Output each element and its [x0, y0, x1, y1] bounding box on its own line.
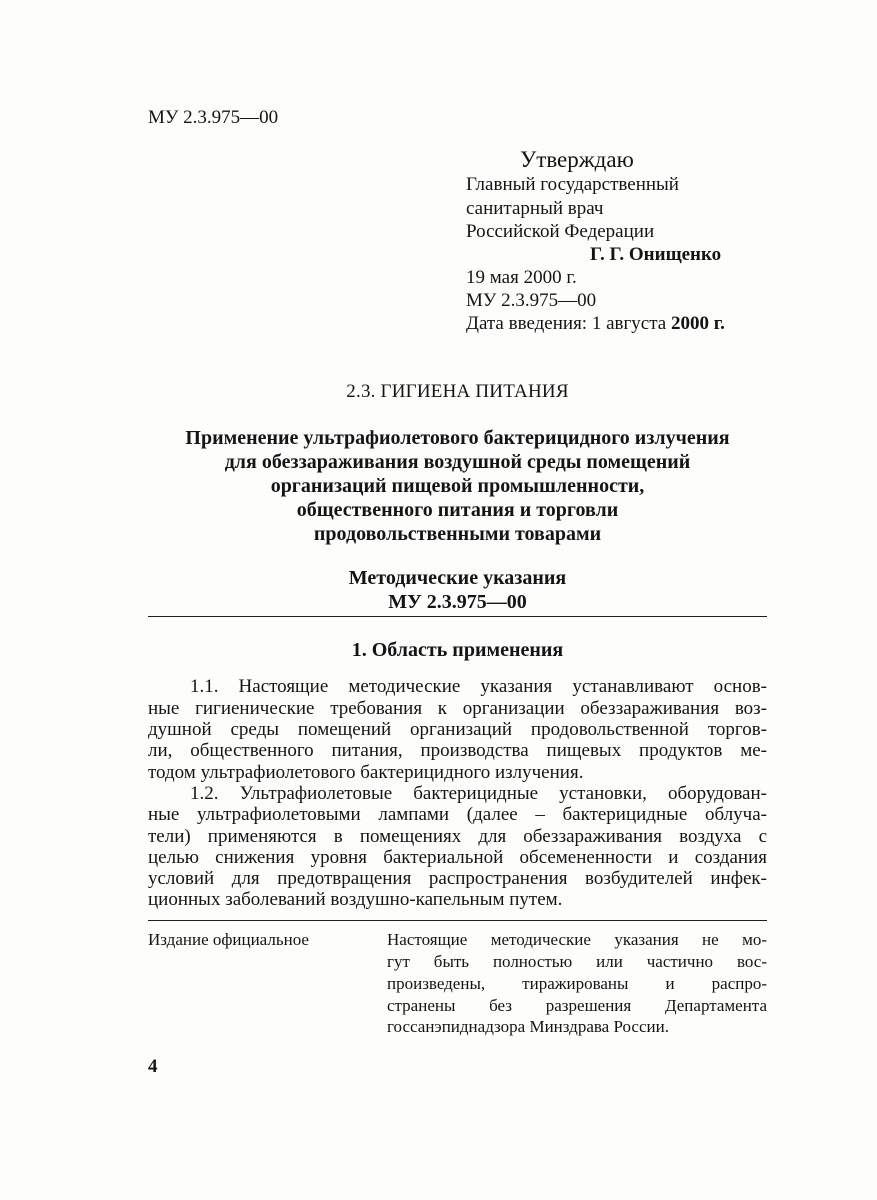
body-line: 1.2. Ультрафиолетовые бактерицидные установки, оборудован- [190, 783, 767, 804]
divider-footer [148, 920, 767, 921]
approval-title: Утверждаю [520, 147, 634, 172]
approval-position-line: санитарный врач [466, 198, 604, 219]
divider-top [148, 616, 767, 617]
approval-doc-code: МУ 2.3.975—00 [466, 290, 597, 311]
title-line: Применение ультрафиолетового бактерицидного излучения [185, 427, 730, 449]
section-title: 2.3. ГИГИЕНА ПИТАНИЯ [346, 381, 569, 402]
notice-line: странены без разрешения Департамента [387, 996, 767, 1015]
title-line: продовольственными товарами [313, 523, 602, 545]
title-line: организаций пищевой промышленности, [270, 475, 645, 497]
body-line: условий для предотвращения распространения возбудителей инфек- [148, 868, 767, 889]
notice-line: госсанэпиднадзора Минздрава России. [387, 1017, 669, 1036]
body-line: 1.1. Настоящие методические указания устанавливают основ- [190, 676, 767, 697]
body-line: ционных заболеваний воздушно-капельным путем. [148, 889, 563, 910]
chapter-heading: 1. Область применения [351, 639, 564, 661]
body-line: целью снижения уровня бактериальной обсемененности и создания [148, 847, 767, 868]
approval-intro-label: Дата введения: 1 августа [466, 313, 671, 334]
approval-date: 19 мая 2000 г. [466, 267, 577, 288]
body-line: ли, общественного питания, производства пищевых продуктов ме- [148, 740, 767, 761]
notice-line: гут быть полностью или частично вос- [387, 952, 767, 971]
title-line: для обеззараживания воздушной среды помещений [224, 451, 691, 473]
approval-intro-date [466, 312, 725, 335]
body-line: ные ультрафиолетовыми лампами (далее – бактерицидные облуча- [148, 804, 767, 825]
header-doc-code: МУ 2.3.975—00 [148, 107, 279, 128]
page-number: 4 [148, 1056, 158, 1077]
approval-position-line: Российской Федерации [466, 221, 655, 242]
approval-intro-year: 2000 г. [670, 313, 725, 334]
body-line: тели) применяются в помещениях для обеззараживания воздуха с [148, 826, 767, 847]
subtitle-code: МУ 2.3.975—00 [388, 591, 527, 613]
body-line: ные гигиенические требования к организации обеззараживания воз- [148, 698, 767, 719]
notice-line: Настоящие методические указания не мо- [387, 930, 767, 949]
body-line: душной среды помещений организаций продовольственной торгов- [148, 719, 767, 740]
title-line: общественного питания и торговли [296, 499, 619, 521]
edition-label: Издание официальное [148, 930, 309, 949]
approval-signatory: Г. Г. Онищенко [590, 244, 722, 265]
subtitle-kind: Методические указания [348, 567, 567, 589]
body-line: тодом ультрафиолетового бактерицидного излучения. [148, 762, 584, 783]
notice-line: произведены, тиражированы и распро- [387, 974, 767, 993]
approval-position-line: Главный государственный [466, 174, 679, 195]
